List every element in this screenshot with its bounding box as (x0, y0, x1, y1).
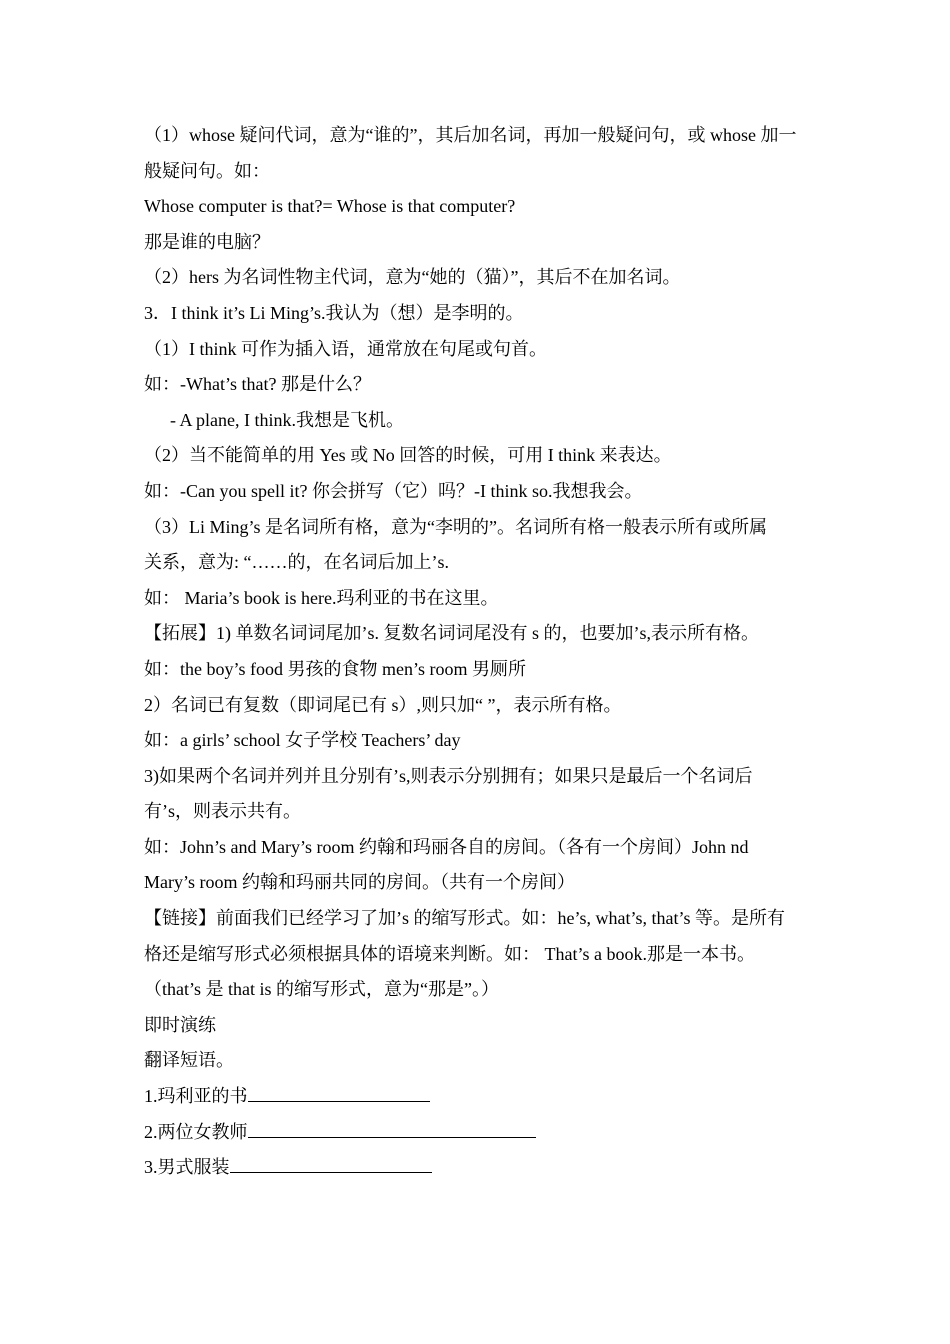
text-line: 2）名词已有复数（即词尾已有 s）,则只加“ ”，表示所有格。 (144, 694, 622, 715)
exercise-prompt: 3.男式服装 (144, 1157, 230, 1178)
text-line: 那是谁的电脑？ (144, 231, 270, 252)
exercise-item (144, 1079, 816, 1115)
exercise-prompt: 1.玛利亚的书 (144, 1086, 248, 1107)
exercise-item (144, 1115, 816, 1151)
text-line: 3．I think it’s Li Ming’s.我认为（想）是李明的。 (144, 302, 524, 323)
text-line: 【链接】前面我们已经学习了加’s 的缩写形式。如：he’s, what’s, that’s 等。是所有 (144, 908, 785, 929)
text-line: Whose computer is that?= Whose is that computer? (144, 196, 516, 217)
text-line: （3）Li Ming’s 是名词所有格，意为“李明的”。名词所有格一般表示所有或所属 (144, 516, 767, 537)
text-line: 3)如果两个名词并列并且分别有’s,则表示分别拥有；如果只是最后一个名词后 (144, 765, 753, 786)
text-line: - A plane, I think.我想是飞机。 (170, 409, 404, 430)
text-line: （that’s 是 that is 的缩写形式，意为“那是”。） (144, 979, 499, 1000)
answer-blank[interactable] (230, 1152, 432, 1173)
text-line: Mary’s room 约翰和玛丽共同的房间。（共有一个房间） (144, 872, 575, 893)
exercise-item (144, 1150, 816, 1186)
exercise-instruction: 翻译短语。 (144, 1050, 234, 1071)
text-line: 如：-What’s that? 那是什么？ (144, 374, 371, 395)
exercise-prompt: 2.两位女教师 (144, 1121, 248, 1142)
text-line: 关系，意为: “……的，在名词后加上’s. (144, 552, 449, 573)
section-heading: 即时演练 (144, 1014, 216, 1035)
text-line: （2）当不能简单的用 Yes 或 No 回答的时候，可用 I think 来表达。 (144, 445, 672, 466)
text-line: 如： Maria’s book is here.玛利亚的书在这里。 (144, 587, 499, 608)
text-line: （1）whose 疑问代词，意为“谁的”，其后加名词，再加一般疑问句，或 whose 加一 (144, 125, 797, 145)
text-line: 如：the boy’s food 男孩的食物 men’s room 男厕所 (144, 658, 526, 679)
document-page (144, 118, 816, 1186)
text-line: 有’s，则表示共有。 (144, 801, 301, 822)
text-line: 格还是缩写形式必须根据具体的语境来判断。如： That’s a book.那是一本书。 (144, 943, 755, 964)
text-line: 如：-Can you spell it? 你会拼写（它）吗？-I think so.我想我会。 (144, 480, 643, 501)
text-line: 【拓展】1) 单数名词词尾加’s. 复数名词词尾没有 s 的，也要加’s,表示所有格。 (144, 623, 759, 644)
answer-blank[interactable] (248, 1117, 536, 1138)
text-line: （1）I think 可作为插入语，通常放在句尾或句首。 (144, 338, 547, 359)
text-line: 般疑问句。如： (144, 160, 270, 181)
answer-blank[interactable] (248, 1081, 430, 1102)
text-line: 如：a girls’ school 女子学校 Teachers’ day (144, 730, 461, 751)
text-line: （2）hers 为名词性物主代词，意为“她的（猫）”，其后不在加名词。 (144, 267, 681, 288)
text-line: 如：John’s and Mary’s room 约翰和玛丽各自的房间。（各有一个房间）John nd (144, 836, 749, 857)
